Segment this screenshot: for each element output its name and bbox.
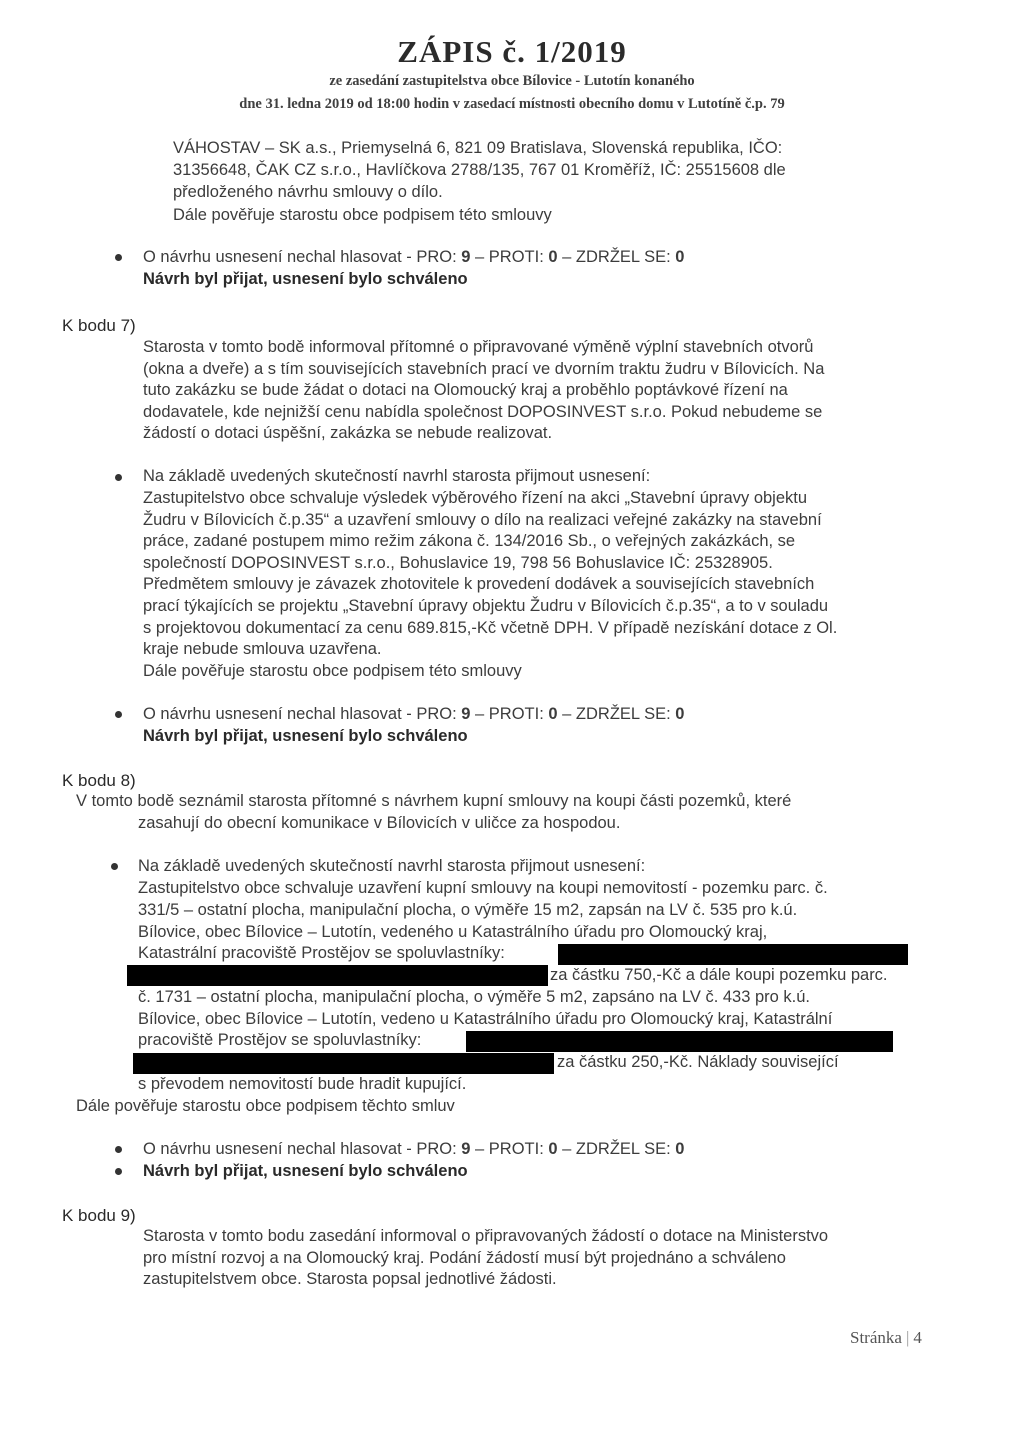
paragraph-line: zasahují do obecní komunikace v Bílovicích v uličce za hospodou. bbox=[138, 814, 621, 832]
redaction-bar bbox=[466, 1031, 893, 1052]
vote-pro: 9 bbox=[461, 1140, 471, 1158]
bullet-icon bbox=[115, 1168, 122, 1175]
page-label: Stránka bbox=[850, 1328, 902, 1347]
vote-prefix: O návrhu usnesení nechal hlasovat - PRO: bbox=[143, 248, 462, 266]
paragraph-line: Zastupitelstvo obce schvaluje uzavření kupní smlouvy na koupi nemovitostí - pozemku parc. č. bbox=[138, 879, 828, 897]
vote-pro: 9 bbox=[461, 705, 471, 723]
paragraph-line: společností DOPOSINVEST s.r.o., Bohuslavice 19, 798 56 Bohuslavice IČ: 25328905. bbox=[143, 554, 773, 572]
vote-proti: 0 bbox=[548, 248, 558, 266]
vote-sep: – ZDRŽEL SE: bbox=[557, 705, 676, 723]
paragraph-line: 31356648, ČAK CZ s.r.o., Havlíčkova 2788/135, 767 01 Kroměříž, IČ: 25515608 dle bbox=[173, 161, 786, 179]
paragraph-line: zastupitelstvem obce. Starosta popsal jednotlivé žádosti. bbox=[143, 1270, 557, 1288]
vote-sep: – ZDRŽEL SE: bbox=[557, 1140, 676, 1158]
paragraph-line: VÁHOSTAV – SK a.s., Priemyselná 6, 821 09 Bratislava, Slovenská republika, IČO: bbox=[173, 139, 783, 157]
paragraph-line: č. 1731 – ostatní plocha, manipulační plocha, o výměře 5 m2, zapsáno na LV č. 433 pro k.ú. bbox=[138, 988, 811, 1006]
vote-sep: – PROTI: bbox=[470, 705, 549, 723]
paragraph-line: Na základě uvedených skutečností navrhl starosta přijmout usnesení: bbox=[143, 467, 651, 485]
paragraph-line: práce, zadané postupem mimo režim zákona č. 134/2016 Sb., o veřejných zakázkách, se bbox=[143, 532, 796, 550]
vote-proti: 0 bbox=[548, 1140, 558, 1158]
vote-sep: – PROTI: bbox=[470, 1140, 549, 1158]
document-subtitle: ze zasedání zastupitelstva obce Bílovice - Lutotín konaného bbox=[329, 73, 695, 89]
redaction-bar bbox=[133, 1053, 554, 1074]
page-number: 4 bbox=[913, 1328, 922, 1347]
paragraph-line: za částku 750,-Kč a dále koupi pozemku parc. bbox=[550, 966, 888, 984]
paragraph-line: Katastrální pracoviště Prostějov se spoluvlastníky: bbox=[138, 944, 505, 962]
vote-prefix: O návrhu usnesení nechal hlasovat - PRO: bbox=[143, 705, 462, 723]
paragraph-line: prací týkajících se projektu „Stavební úpravy objektu Žudru v Bílovicích č.p.35“, a to v souladu bbox=[143, 597, 829, 615]
vote-line bbox=[143, 704, 684, 725]
footer-divider: | bbox=[905, 1328, 910, 1347]
paragraph-line: kraje nebude smlouva uzavřena. bbox=[143, 640, 382, 658]
vote-line bbox=[143, 247, 684, 268]
paragraph-line: žádostí o dotaci úspěšní, zakázka se nebude realizovat. bbox=[143, 424, 553, 442]
vote-zdrzel: 0 bbox=[675, 705, 685, 723]
bullet-icon bbox=[115, 254, 122, 261]
paragraph-line: Předmětem smlouvy je závazek zhotovitele k provedení dodávek a souvisejících stavebních bbox=[143, 575, 815, 593]
paragraph-line: Bílovice, obec Bílovice – Lutotín, vedeného u Katastrálního úřadu pro Olomoucký kraj, bbox=[138, 923, 768, 941]
vote-sep: – ZDRŽEL SE: bbox=[557, 248, 676, 266]
vote-pro: 9 bbox=[461, 248, 471, 266]
vote-result: Návrh byl přijat, usnesení bylo schváleno bbox=[143, 1162, 468, 1180]
paragraph-line: 331/5 – ostatní plocha, manipulační plocha, o výměře 15 m2, zapsán na LV č. 535 pro k.ú. bbox=[138, 901, 798, 919]
section-heading: K bodu 9) bbox=[62, 1206, 136, 1225]
bullet-icon bbox=[115, 1146, 122, 1153]
document-title: ZÁPIS č. 1/2019 bbox=[397, 34, 627, 69]
paragraph-line: pro místní rozvoj a na Olomoucký kraj. Podání žádostí musí být projednáno a schváleno bbox=[143, 1249, 786, 1267]
section-heading: K bodu 7) bbox=[62, 316, 136, 335]
vote-sep: – PROTI: bbox=[470, 248, 549, 266]
vote-result: Návrh byl přijat, usnesení bylo schváleno bbox=[143, 727, 468, 745]
bullet-icon bbox=[115, 474, 122, 481]
vote-zdrzel: 0 bbox=[675, 248, 685, 266]
paragraph-line: tuto zakázku se bude žádat o dotaci na Olomoucký kraj a proběhlo poptávkové řízení na bbox=[143, 381, 788, 399]
meeting-date-place: dne 31. ledna 2019 od 18:00 hodin v zasedací místnosti obecního domu v Lutotíně č.p. 79 bbox=[239, 96, 785, 112]
paragraph-line: Starosta v tomto bodě informoval přítomné o připravované výměně výplní stavebních otvorů bbox=[143, 338, 814, 356]
paragraph-line: za částku 250,-Kč. Náklady související bbox=[557, 1053, 839, 1071]
paragraph-line: dodavatele, kde nejnižší cenu nabídla společnost DOPOSINVEST s.r.o. Pokud nebudeme se bbox=[143, 403, 823, 421]
paragraph-line: Starosta v tomto bodu zasedání informoval o připravovaných žádostí o dotace na Ministerstvo bbox=[143, 1227, 829, 1245]
paragraph-line: V tomto bodě seznámil starosta přítomné s návrhem kupní smlouvy na koupi části pozemků, které bbox=[76, 792, 792, 810]
vote-result: Návrh byl přijat, usnesení bylo schváleno bbox=[143, 270, 468, 288]
redaction-bar bbox=[558, 944, 908, 965]
bullet-icon bbox=[111, 863, 118, 870]
paragraph-line: Bílovice, obec Bílovice – Lutotín, vedeno u Katastrálního úřadu pro Olomoucký kraj, Katastrální bbox=[138, 1010, 833, 1028]
redaction-bar bbox=[127, 965, 548, 986]
vote-prefix: O návrhu usnesení nechal hlasovat - PRO: bbox=[143, 1140, 462, 1158]
paragraph-line: Dále pověřuje starostu obce podpisem této smlouvy bbox=[143, 662, 522, 680]
section-heading: K bodu 8) bbox=[62, 771, 136, 790]
paragraph-line: Na základě uvedených skutečností navrhl starosta přijmout usnesení: bbox=[138, 857, 646, 875]
paragraph-line: s převodem nemovitostí bude hradit kupující. bbox=[138, 1075, 467, 1093]
paragraph-line: Dále pověřuje starostu obce podpisem této smlouvy bbox=[173, 206, 552, 224]
paragraph-line: s projektovou dokumentací za cenu 689.815,-Kč včetně DPH. V případě nezískání dotace z Ol. bbox=[143, 619, 838, 637]
bullet-icon bbox=[115, 711, 122, 718]
paragraph-line: Zastupitelstvo obce schvaluje výsledek výběrového řízení na akci „Stavební úpravy objektu bbox=[143, 489, 808, 507]
paragraph-line: pracoviště Prostějov se spoluvlastníky: bbox=[138, 1031, 422, 1049]
paragraph-line: (okna a dveře) a s tím souvisejících stavebních prací ve dvorním traktu žudru v Bílovicích. Na bbox=[143, 360, 825, 378]
vote-proti: 0 bbox=[548, 705, 558, 723]
paragraph-line: předloženého návrhu smlouvy o dílo. bbox=[173, 183, 443, 201]
page-footer bbox=[850, 1328, 922, 1348]
vote-line bbox=[143, 1139, 684, 1160]
paragraph-line: Žudru v Bílovicích č.p.35“ a uzavření smlouvy o dílo na realizaci veřejné zakázky na stavební bbox=[143, 511, 822, 529]
paragraph-line: Dále pověřuje starostu obce podpisem těchto smluv bbox=[76, 1097, 455, 1115]
vote-zdrzel: 0 bbox=[675, 1140, 685, 1158]
